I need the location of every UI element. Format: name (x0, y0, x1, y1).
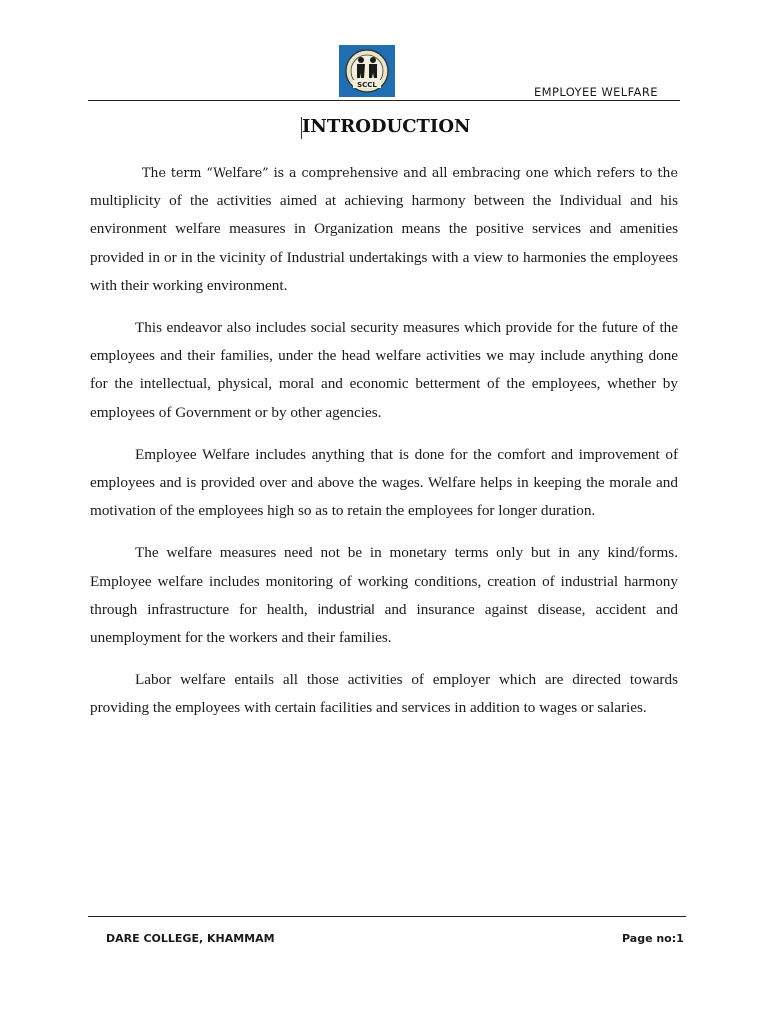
paragraph-4-highlight: industrial (317, 601, 375, 618)
paragraph-1-rest: multiplicity of the activities aimed at achieving harmony between the Individual and his environment welfare measures in Organization means the positive services and amenities provided in or in the vicinity of Industrial undertakings with a view to harmonies the employees with their working environment. (90, 192, 678, 294)
paragraph-5: Labor welfare entails all those activities of employer which are directed towards providing the employees with certain facilities and services in addition to wages or salaries. (90, 671, 678, 717)
paragraph-1 (90, 159, 678, 300)
footer-page-number: Page no:1 (622, 932, 684, 945)
paragraph-2: This endeavor also includes social security measures which provide for the future of the employees and their families, under the head welfare activities we may include anything done for the intellectual, physical, moral and economic betterment of the employees, whether by employees of Government or by other agencies. (90, 319, 678, 421)
header-divider (88, 100, 680, 101)
paragraph-4 (90, 539, 678, 652)
footer-college-name: DARE COLLEGE, KHAMMAM (106, 932, 275, 945)
logo-emblem-icon (339, 45, 395, 97)
paragraph-4-after: and insurance against disease, accident and unemployment for the workers and their families. (90, 600, 679, 647)
paragraph-3: Employee Welfare includes anything that is done for the comfort and improvement of employees and is provided over and above the wages. Welfare helps in keeping the morale and motivation of the employees high so as to retain the employees for longer duration. (90, 445, 678, 520)
paragraph-1-lead: The term “Welfare” is a comprehensive and all embracing one which refers to the (142, 165, 678, 180)
header-title: EMPLOYEE WELFARE (534, 85, 658, 99)
body-text (90, 159, 678, 737)
footer-divider (88, 916, 686, 917)
logo-text: SCCL (357, 81, 377, 89)
paragraph-4-before: The welfare measures need not be in monetary terms only but in any kind/forms. Employee welfare includes monitoring of working conditions, creation of industrial harmony through infrastructure for health, (90, 544, 678, 618)
page-title: INTRODUCTION (302, 116, 471, 137)
sccl-logo (339, 45, 395, 97)
